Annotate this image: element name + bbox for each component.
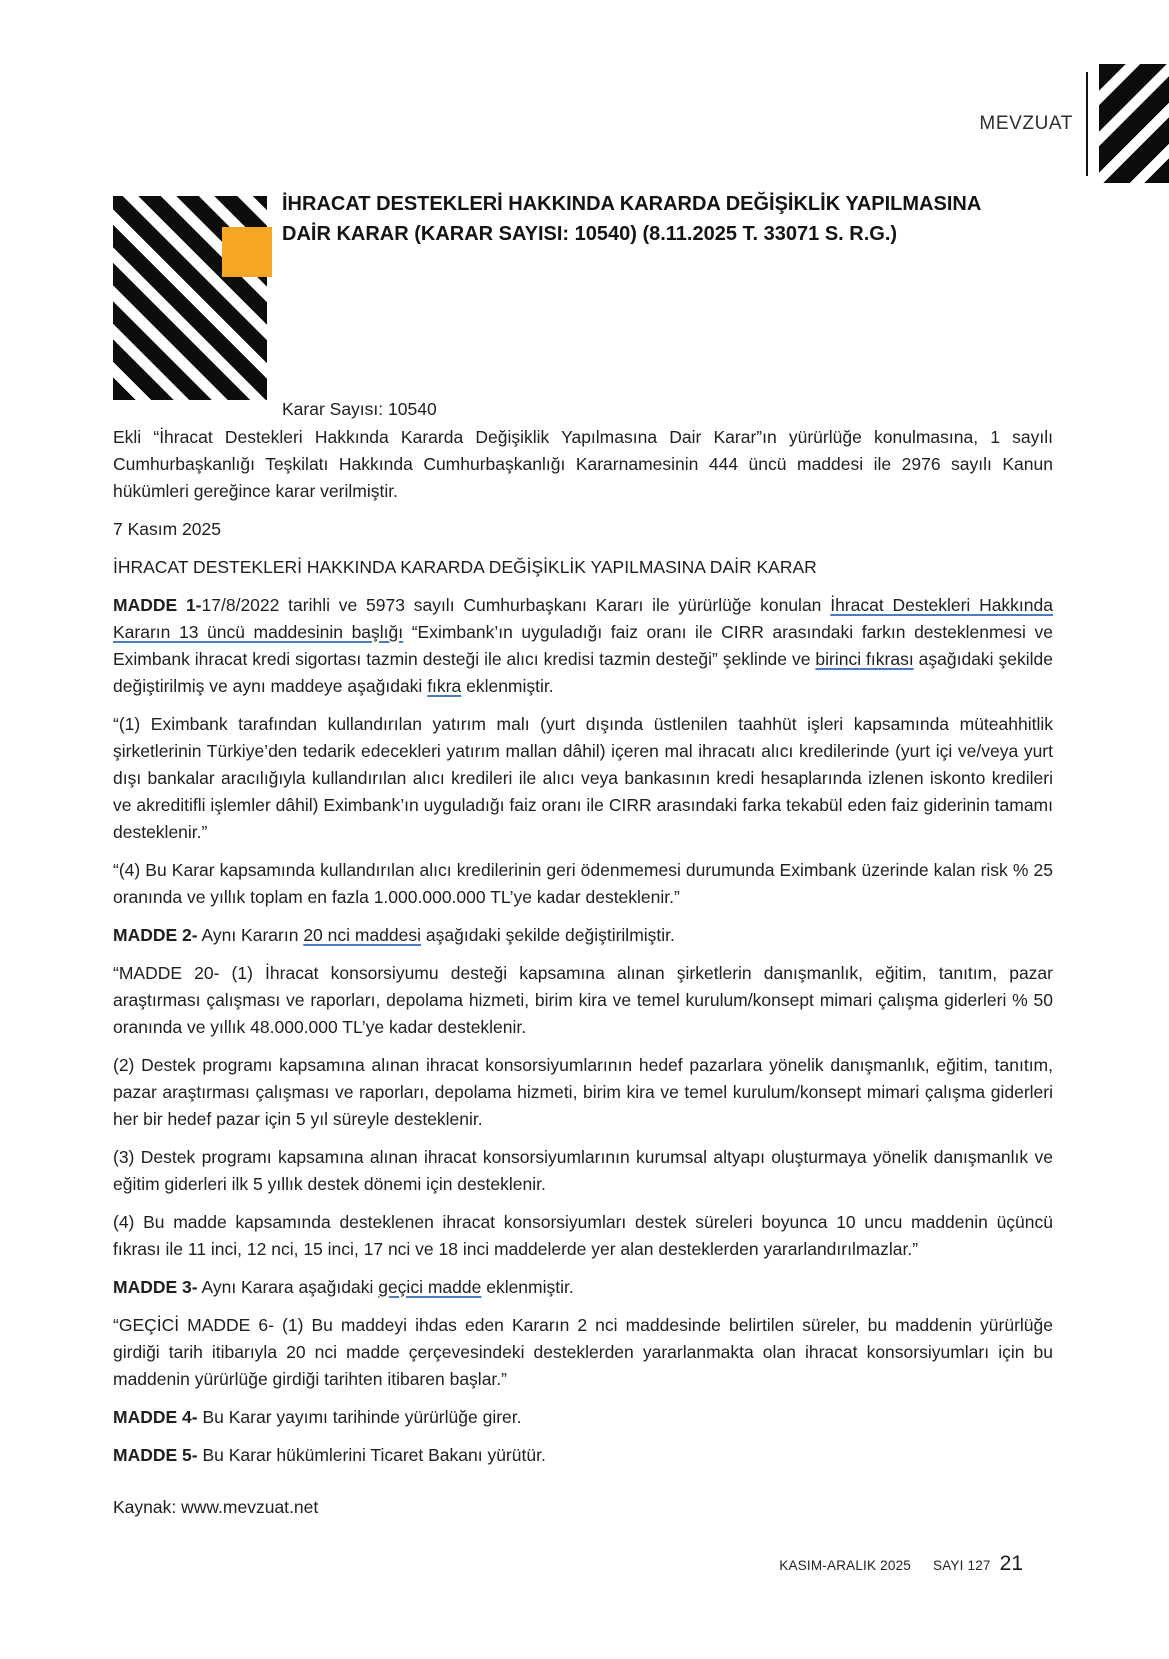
- text-run: (3) Destek programı kapsamına alınan ihracat konsorsiyumlarının kurumsal altyapı oluşturmaya yönelik danışmanlık ve eğitim giderleri ilk 5 yıllık destek dönemi için desteklenir.: [113, 1147, 1053, 1194]
- paragraph: [113, 1052, 1053, 1133]
- document-paragraphs: [113, 424, 1053, 1469]
- text-run: (4) Bu madde kapsamında desteklenen ihracat konsorsiyumları destek süreleri boyunca 10 uncu maddenin üçüncü fıkrası ile 11 inci, 12 nci, 15 inci, 17 nci ve 18 inci maddelerde yer alan desteklerden yararlandırılmazlar.”: [113, 1212, 1053, 1259]
- paragraph: [113, 1274, 1053, 1301]
- paragraph: [113, 960, 1053, 1041]
- magazine-title: MEVZUAT: [979, 112, 1073, 134]
- text-run: “MADDE 20- (1) İhracat konsorsiyumu desteği kapsamına alınan şirketlerin danışmanlık, eğitim, tanıtım, pazar araştırması çalışması ve raporları, depolama hizmeti, birim kira ve temel kurulum/konsept mimari çalışma giderleri % 50 oranında ve yıllık 48.000.000 TL’ye kadar desteklenir.: [113, 963, 1053, 1037]
- issue-period: KASIM-ARALIK 2025: [779, 1558, 911, 1573]
- paragraph: [113, 711, 1053, 846]
- text-run: Aynı Karara aşağıdaki: [197, 1277, 379, 1297]
- article-title: İHRACAT DESTEKLERİ HAKKINDA KARARDA DEĞİŞİKLİK YAPILMASINA DAİR KARAR (KARAR SAYISI: 10540) (8.11.2025 T. 33071 S. R.G.): [282, 193, 981, 245]
- orange-square-icon: [222, 227, 272, 277]
- paragraph: [113, 516, 1053, 543]
- page-number: 21: [999, 1552, 1023, 1575]
- magazine-header: [979, 64, 1169, 183]
- bold-label: MADDE 4-: [113, 1407, 198, 1427]
- text-run: 17/8/2022 tarihli ve 5973 sayılı Cumhurbaşkanı Kararı ile yürürlüğe konulan: [201, 595, 831, 615]
- corner-stripes-logo-icon: [1099, 64, 1169, 183]
- page-footer: [779, 1552, 1023, 1576]
- text-run: (2) Destek programı kapsamına alınan ihracat konsorsiyumlarının hedef pazarlara yönelik danışmanlık, eğitim, tanıtım, pazar araştırması çalışması ve raporları, depolama hizmeti, birim kira ve temel kurulum/konsept mimari çalışma giderleri her bir hedef pazar için 5 yıl süreyle desteklenir.: [113, 1055, 1053, 1129]
- issue-number: SAYI 127: [933, 1558, 991, 1573]
- text-run: Ekli “İhracat Destekleri Hakkında Kararda Değişiklik Yapılmasına Dair Karar”ın yürürlüğe konulmasına, 1 sayılı Cumhurbaşkanlığı Teşkilatı Hakkında Cumhurbaşkanlığı Kararnamesinin 444 üncü maddesi ile 2976 sayılı Kanun hükümleri gereğince karar verilmiştir.: [113, 427, 1053, 501]
- text-run: Bu Karar hükümlerini Ticaret Bakanı yürütür.: [197, 1445, 546, 1465]
- paragraph: [113, 592, 1053, 700]
- text-run: Bu Karar yayımı tarihinde yürürlüğe girer.: [197, 1407, 522, 1427]
- paragraph: [113, 857, 1053, 911]
- paragraph: [113, 1404, 1053, 1431]
- article-stripes-logo-icon: [113, 196, 267, 400]
- underlined-text: geçici madde: [378, 1277, 482, 1297]
- document-body: [113, 424, 1053, 1518]
- underlined-text: İhracat Destekleri Hakkında Kararın 13 üncü maddesinin başlığı: [113, 595, 1053, 642]
- text-run: “GEÇİCİ MADDE 6- (1) Bu maddeyi ihdas eden Kararın 2 nci maddesinde belirtilen süreler, bu maddenin yürürlüğe girdiği tarih itibarıyla 20 nci madde çerçevesindeki desteklerden yararlanmakta olan ihracat konsorsiyumları için bu maddenin yürürlüğe girdiği tarihten itibaren başlar.”: [113, 1315, 1053, 1389]
- decree-number-line: Karar Sayısı: 10540: [282, 399, 437, 419]
- paragraph: [113, 424, 1053, 505]
- paragraph: [113, 1442, 1053, 1469]
- text-run: aşağıdaki şekilde değiştirilmiştir.: [421, 925, 675, 945]
- paragraph: [113, 922, 1053, 949]
- text-run: 7 Kasım 2025: [113, 519, 221, 539]
- text-run: İHRACAT DESTEKLERİ HAKKINDA KARARDA DEĞİŞİKLİK YAPILMASINA DAİR KARAR: [113, 557, 817, 577]
- text-run: eklenmiştir.: [481, 1277, 574, 1297]
- underlined-text: birinci fıkrası: [815, 649, 914, 669]
- text-run: “Eximbank’ın uyguladığı faiz oranı ile CIRR arasındaki farkın desteklenmesi ve Eximbank ihracat kredi sigortası tazmin desteği ile alıcı kredisi tazmin desteği” şeklinde ve: [113, 622, 1053, 669]
- bold-label: MADDE 5-: [113, 1445, 198, 1465]
- vertical-divider: [1086, 72, 1088, 176]
- text-run: “(1) Eximbank tarafından kullandırılan yatırım malı (yurt dışında üstlenilen taahhüt işleri kapsamında müteahhitlik şirketlerinin Türkiye’den tedarik edecekleri yatırım mallan dâhil) içeren mal ihracatı alıcı kredilerinde (yurt içi ve/veya yurt dışı bankalar aracılığıyla kullandırılan alıcı kredileri ile alıcı veya bankasının kredi hesaplarında izlenen iskonto kredileri ve akreditifli işlemler dâhil) Eximbank’ın uyguladığı faiz oranı ile CIRR arasındaki farka tekabül eden faiz giderinin tamamı desteklenir.”: [113, 714, 1053, 842]
- underlined-text: 20 nci maddesi: [303, 925, 422, 945]
- paragraph: [113, 1144, 1053, 1198]
- text-run: Aynı Kararın: [197, 925, 304, 945]
- paragraph: [113, 554, 1053, 581]
- text-run: aşağıdaki şekilde değiştirilmiş ve aynı maddeye aşağıdaki: [113, 649, 1053, 696]
- paragraph: [113, 1312, 1053, 1393]
- bold-label: MADDE 3-: [113, 1277, 198, 1297]
- text-run: “(4) Bu Karar kapsamında kullandırılan alıcı kredilerinin geri ödenmemesi durumunda Eximbank üzerinde kalan risk % 25 oranında ve yıllık toplam en fazla 1.000.000.000 TL’ye kadar desteklenir.”: [113, 860, 1053, 907]
- bold-label: MADDE 2-: [113, 925, 198, 945]
- underlined-text: fıkra: [427, 676, 462, 696]
- source-line: Kaynak: www.mevzuat.net: [113, 1497, 319, 1517]
- bold-label: MADDE 1-: [113, 595, 202, 615]
- paragraph: [113, 1209, 1053, 1263]
- text-run: eklenmiştir.: [461, 676, 554, 696]
